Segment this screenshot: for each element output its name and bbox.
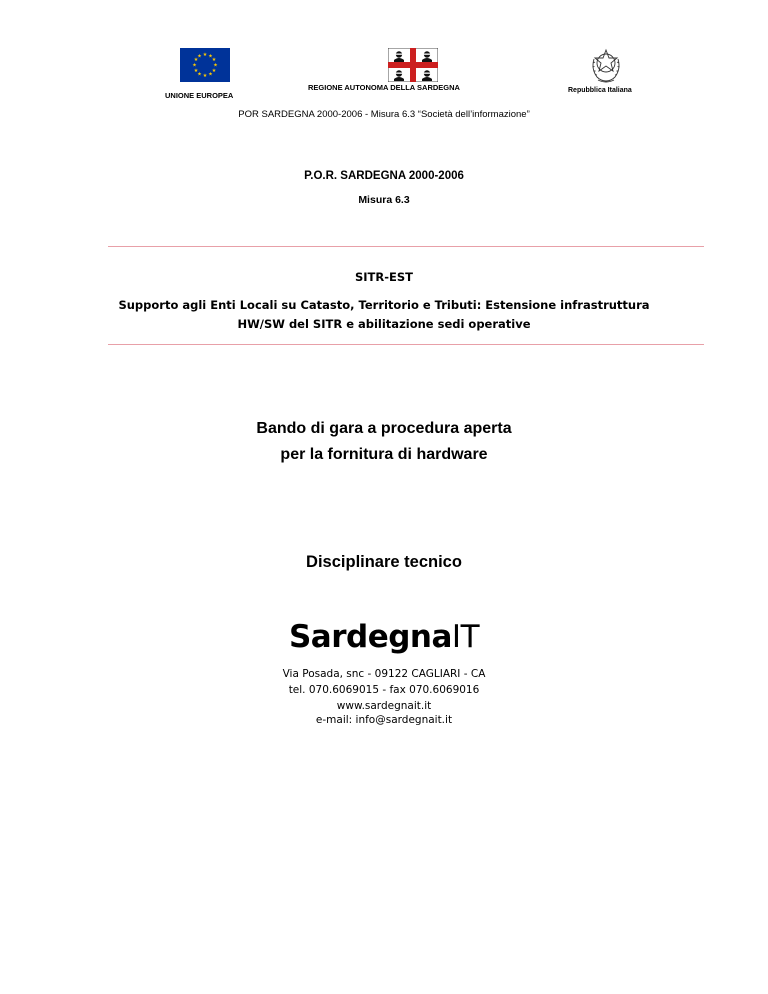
svg-text:★: ★ [192, 62, 197, 69]
svg-text:★: ★ [213, 62, 218, 69]
svg-text:★: ★ [193, 68, 199, 74]
company-website: www.sardegnait.it [336, 700, 432, 712]
tender-title-line-2: per la fornitura di hardware [280, 446, 488, 463]
company-phone: tel. 070.6069015 - fax 070.6069016 [288, 684, 480, 696]
program-measure: Misura 6.3 [358, 194, 410, 206]
divider-bottom [108, 344, 704, 345]
company-email: e-mail: info@sardegnait.it [315, 714, 453, 726]
eu-label: UNIONE EUROPEA [165, 91, 234, 100]
document-title: Disciplinare tecnico [306, 553, 462, 571]
divider-top [108, 246, 704, 247]
tender-title-line-1: Bando di gara a procedura aperta [256, 420, 512, 437]
svg-text:★: ★ [197, 53, 202, 60]
eu-flag-icon [180, 48, 230, 82]
program-title: P.O.R. SARDEGNA 2000-2006 [304, 170, 464, 182]
svg-text:★: ★ [202, 52, 208, 58]
company-logo [0, 619, 768, 655]
svg-text:★: ★ [193, 57, 199, 63]
company-logo-main: Sardegna [288, 619, 452, 655]
italian-republic-emblem-icon [588, 47, 624, 84]
svg-text:★: ★ [202, 73, 208, 79]
tender-title [0, 416, 768, 468]
program-line: POR SARDEGNA 2000-2006 - Misura 6.3 “Società dell’informazione” [238, 109, 530, 120]
region-label: REGIONE AUTONOMA DELLA SARDEGNA [308, 83, 460, 92]
project-code: SITR-EST [354, 270, 414, 284]
sardinia-flag-icon [388, 48, 438, 82]
svg-text:★: ★ [208, 71, 213, 78]
svg-text:★: ★ [197, 71, 202, 78]
project-description: Supporto agli Enti Locali su Catasto, Territorio e Tributi: Estensione infrastruttura HW/SW del SITR e abilitazione sedi operative [118, 298, 650, 331]
company-address: Via Posada, snc - 09122 CAGLIARI - CA [282, 668, 486, 680]
svg-text:★: ★ [211, 68, 217, 74]
svg-text:★: ★ [208, 53, 213, 60]
republic-label: Repubblica Italiana [568, 87, 632, 94]
company-logo-suffix: IT [451, 619, 480, 655]
svg-text:★: ★ [211, 57, 217, 63]
